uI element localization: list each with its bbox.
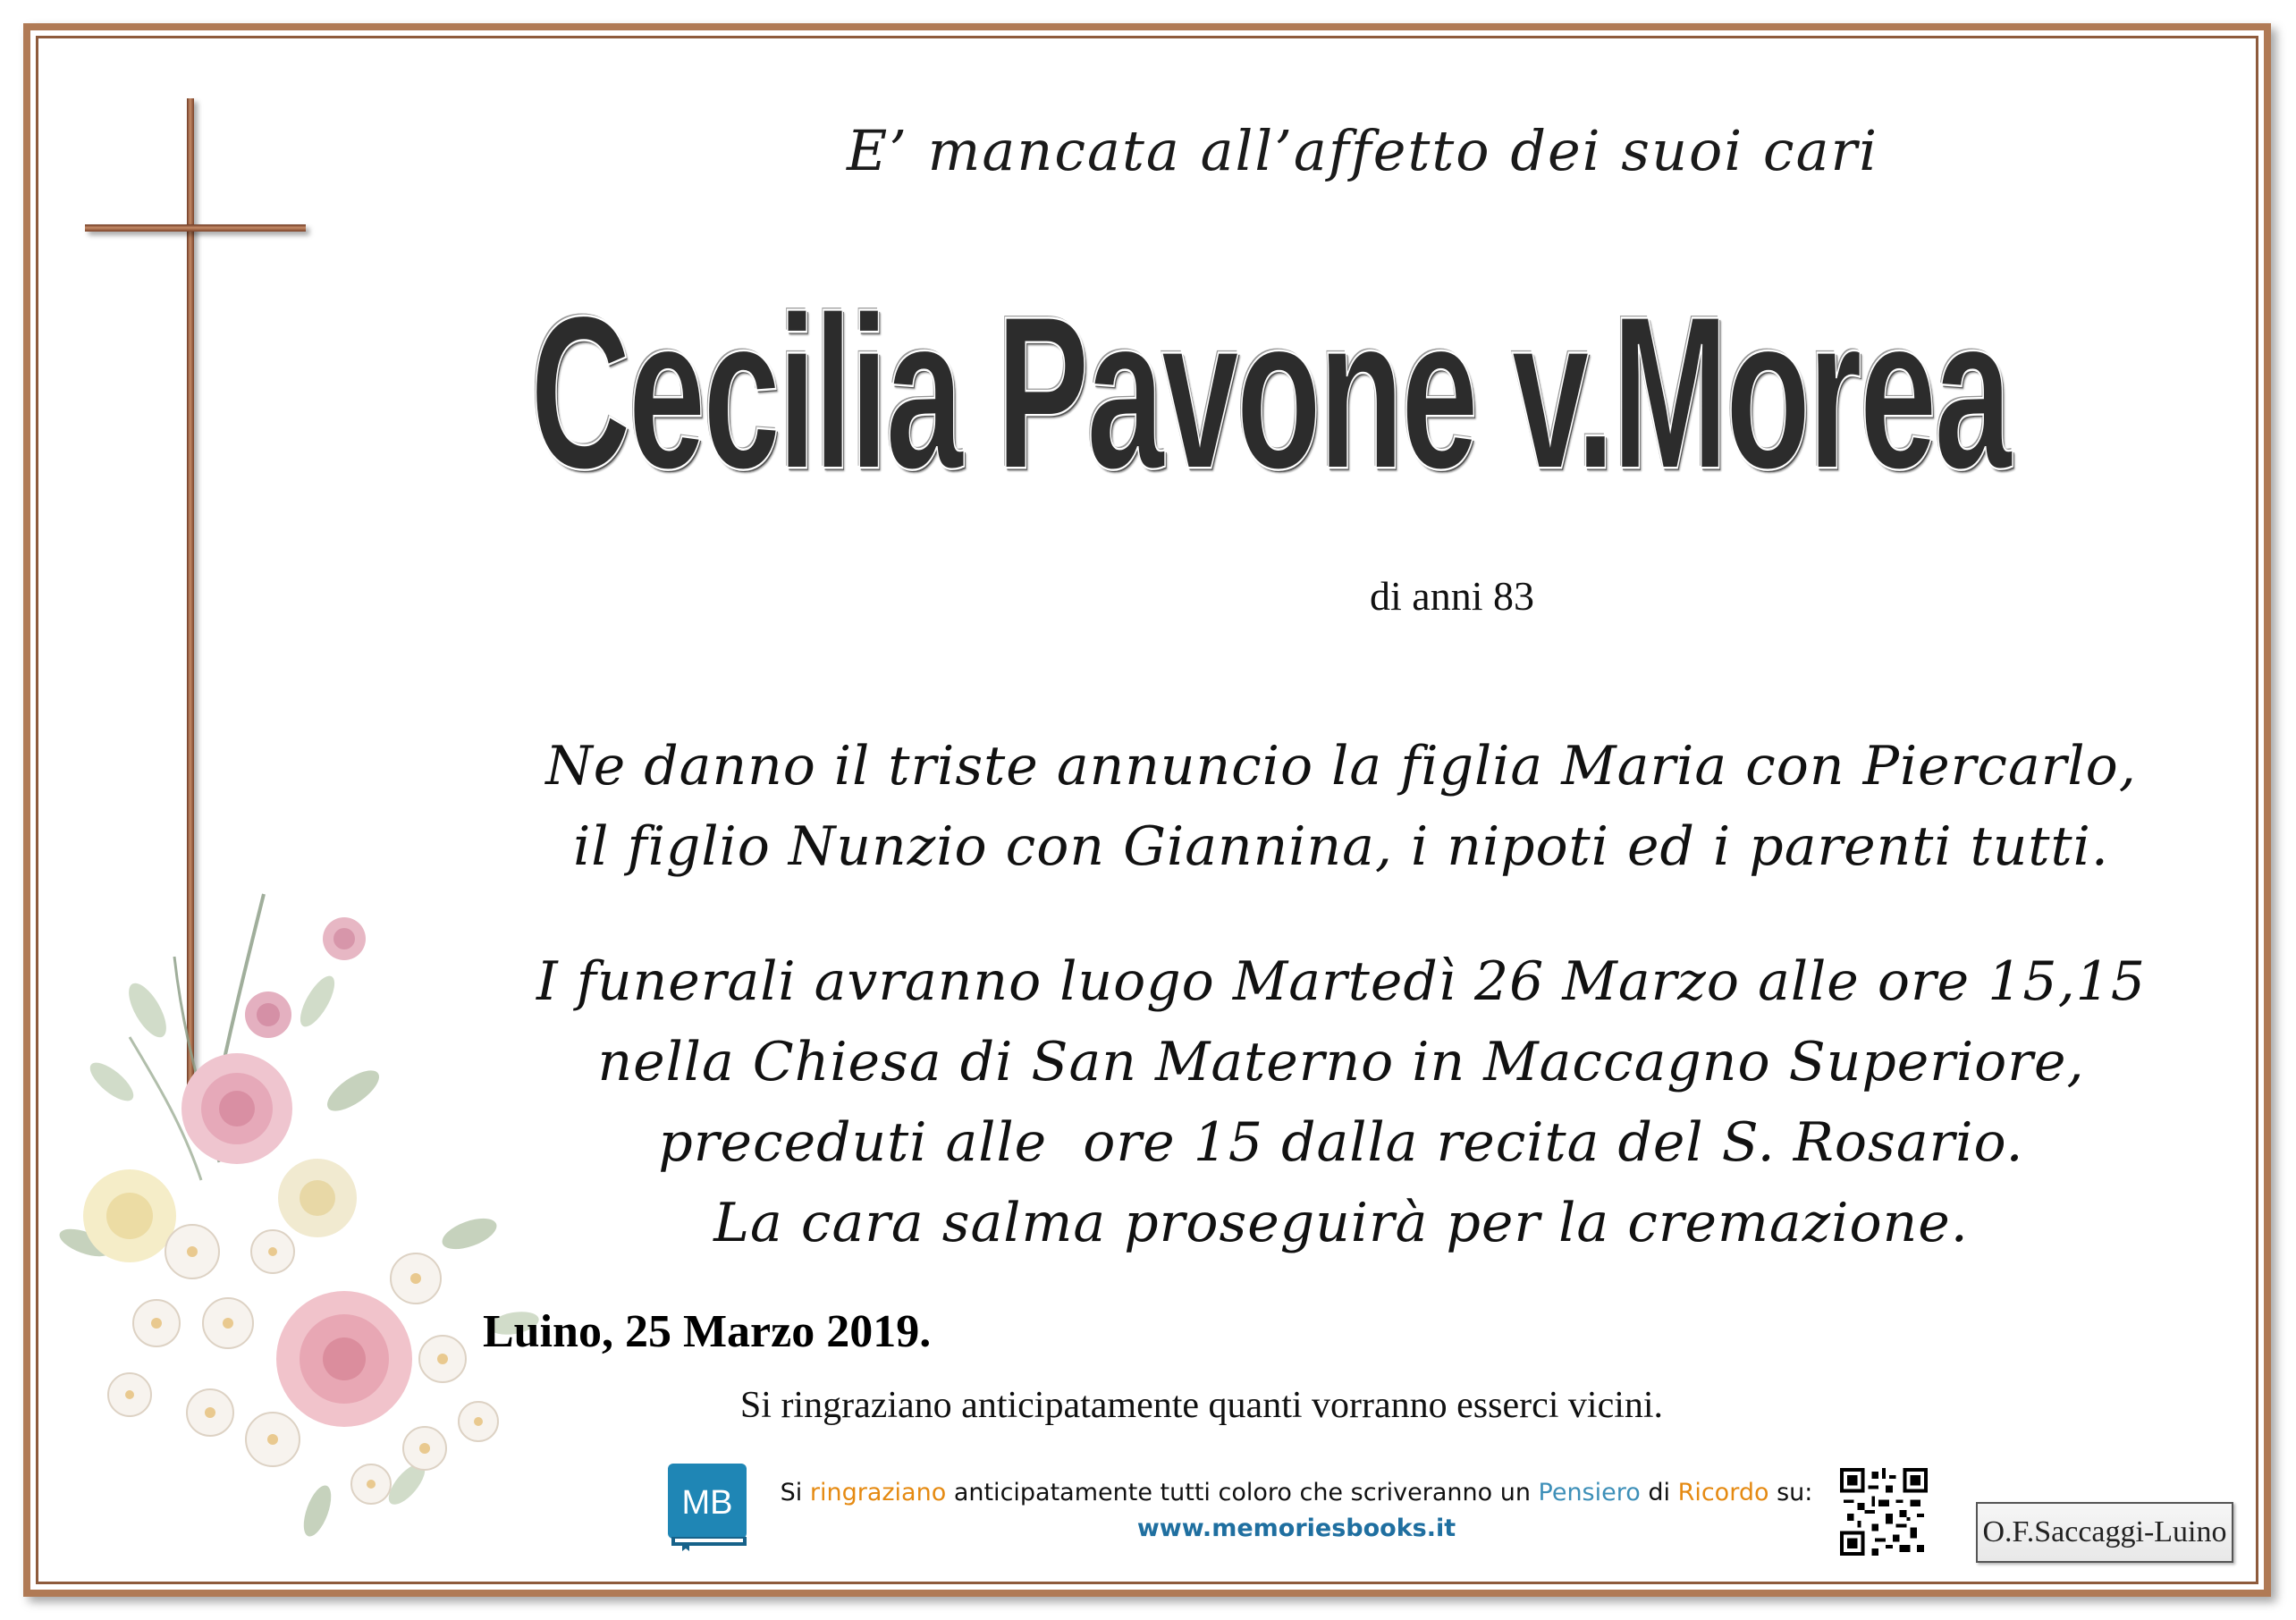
- announcement-block: [447, 726, 2235, 887]
- cross-bar: [85, 224, 306, 232]
- memoriesbooks-link[interactable]: www.memoriesbooks.it: [1136, 1515, 1456, 1542]
- thanks-text: Si ringraziano anticipatamente quanti vorranno esserci vicini.: [739, 1385, 1664, 1426]
- msg-part: di: [1640, 1479, 1678, 1506]
- logo-text: MB: [681, 1484, 733, 1522]
- funeral-details-block: [447, 941, 2235, 1263]
- msg-part: Si: [780, 1479, 810, 1506]
- msg-part-highlight: Pensiero: [1538, 1479, 1641, 1506]
- age-text: di anni 83: [1370, 573, 1534, 619]
- funeral-line: nella Chiesa di San Materno in Maccagno Superiore,: [597, 1031, 2085, 1093]
- funeral-line: preceduti alle ore 15 dalla recita del S. Rosario.: [658, 1111, 2024, 1174]
- msg-part-highlight: ringraziano: [809, 1479, 947, 1506]
- funeral-line: La cara salma proseguirà per la cremazione.: [713, 1192, 1969, 1254]
- msg-part: su:: [1768, 1479, 1813, 1506]
- memoriesbooks-message-line: [769, 1475, 1824, 1511]
- funeral-line: I funerali avranno luogo Martedì 26 Marzo alle ore 15,15: [536, 950, 2146, 1013]
- intro-text: E’ mancata all’affetto dei suoi cari: [846, 118, 1879, 183]
- msg-part-highlight: Ricordo: [1677, 1479, 1769, 1506]
- announcement-line: Ne danno il triste annuncio la figlia Maria con Piercarlo,: [545, 735, 2137, 797]
- memoriesbooks-message: [769, 1475, 1824, 1547]
- funeral-home-badge: O.F.Saccaggi-Luino: [1976, 1502, 2233, 1563]
- qr-code-icon[interactable]: [1840, 1468, 1928, 1556]
- deceased-name: Cecilia Pavone v.Morea: [530, 271, 2009, 515]
- announcement-line: il figlio Nunzio con Giannina, i nipoti ed i parenti tutti.: [573, 815, 2109, 878]
- place-date: Luino, 25 Marzo 2019.: [483, 1306, 932, 1357]
- msg-part: anticipatamente tutti coloro che scriveranno un: [946, 1479, 1539, 1506]
- memoriesbooks-logo-icon[interactable]: [666, 1462, 750, 1551]
